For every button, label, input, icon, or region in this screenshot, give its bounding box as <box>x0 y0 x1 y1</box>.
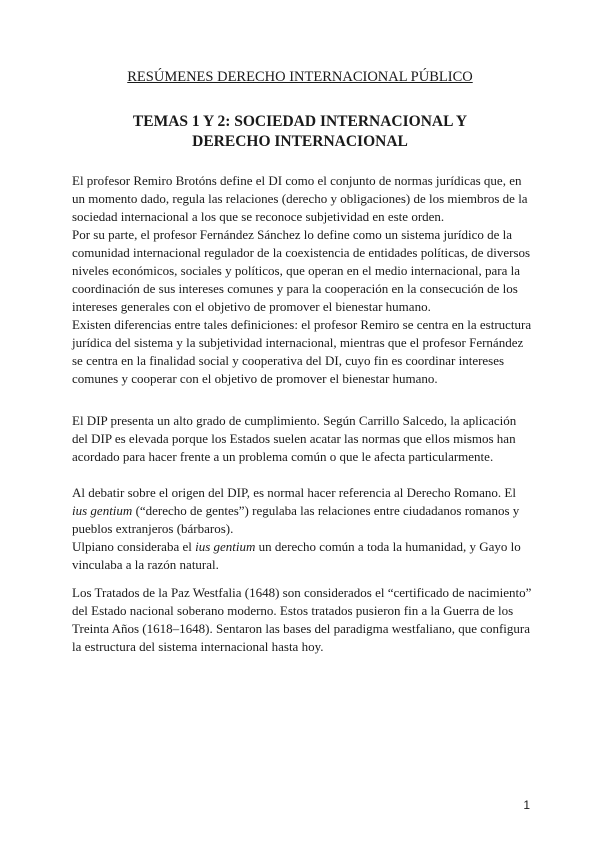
document-title: RESÚMENES DERECHO INTERNACIONAL PÚBLICO <box>127 69 473 85</box>
paragraph-ulpiano <box>72 538 532 574</box>
paragraph-roman-law <box>72 484 532 538</box>
latin-term: ius gentium <box>195 539 256 554</box>
text-fragment: Al debatir sobre el origen del DIP, es normal hacer referencia al Derecho Romano. El <box>72 485 516 500</box>
compliance-block <box>72 412 532 466</box>
page-number: 1 <box>523 798 530 812</box>
text-fragment: (“derecho de gentes”) regulaba las relaciones entre ciudadanos romanos y pueblos extranjeros (bárbaros). <box>72 503 520 536</box>
origin-block <box>72 484 532 574</box>
paragraph-remiro-definition: El profesor Remiro Brotóns define el DI como el conjunto de normas jurídicas que, en un momento dado, regula las relaciones (derecho y obligaciones) de los miembros de la sociedad internacional a los que se reconoce subjetividad en este orden. <box>72 173 528 224</box>
section-heading: TEMAS 1 Y 2: SOCIEDAD INTERNACIONAL Y DERECHO INTERNACIONAL <box>132 113 468 150</box>
text-fragment: un derecho común a toda la humanidad, y Gayo lo vinculaba a la razón natural. <box>72 539 521 572</box>
paragraph-compliance: El DIP presenta un alto grado de cumplimiento. Según Carrillo Salcedo, la aplicación del DIP es elevada porque los Estados suelen acatar las normas que ellos mismos han acordado para hacer frente a un problema común o que le afecta particularmente. <box>72 413 517 464</box>
text-fragment: Ulpiano consideraba el <box>72 539 196 554</box>
definitions-block <box>72 172 532 388</box>
westfalia-block <box>72 584 532 656</box>
paragraph-westfalia: Los Tratados de la Paz Westfalia (1648) son considerados el “certificado de nacimiento” del Estado nacional soberano moderno. Estos tratados pusieron fin a la Guerra de los Treinta Años (1618–1648). Sentaron las bases del paradigma westfaliano, que configura la estructura del sistema internacional hasta hoy. <box>72 585 532 654</box>
latin-term: ius gentium <box>72 503 133 518</box>
paragraph-fernandez-definition: Por su parte, el profesor Fernández Sánchez lo define como un sistema jurídico de la comunidad internacional regulador de la coexistencia de entidades políticas, de diversos niveles económicos, sociales y políticos, que operan en el medio internacional, para la coordinación de sus intereses comunes y para la cooperación en la consecución de los intereses generales con el objetivo de promover el bienestar humano. <box>72 227 531 314</box>
paragraph-differences: Existen diferencias entre tales definiciones: el profesor Remiro se centra en la estructura jurídica del sistema y la subjetividad internacional, mientras que el profesor Fernández se centra en la finalidad social y cooperativa del DI, cuyo fin es coordinar intereses comunes y cooperar con el objetivo de promover el bienestar humano. <box>72 317 532 386</box>
